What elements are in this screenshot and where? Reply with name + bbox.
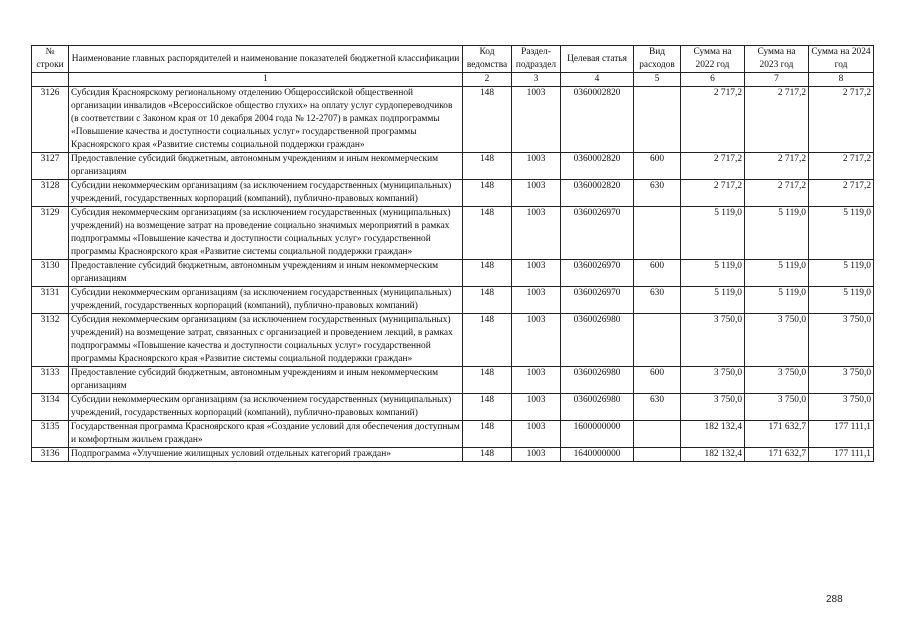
row-dept-code: 148	[463, 207, 512, 260]
row-number: 3135	[32, 421, 69, 448]
row-expense-type: 600	[634, 260, 681, 287]
row-sum-2022: 5 119,0	[681, 260, 745, 287]
header-sum-2024: Сумма на 2024 год	[809, 46, 874, 73]
row-name: Предоставление субсидий бюджетным, автономным учреждениям и иным некоммерческим организациям	[69, 153, 463, 180]
row-dept-code: 148	[463, 87, 512, 153]
row-sum-2022: 3 750,0	[681, 367, 745, 394]
row-sum-2023: 5 119,0	[745, 207, 809, 260]
row-dept-code: 148	[463, 153, 512, 180]
row-dept-code: 148	[463, 394, 512, 421]
column-number: 8	[809, 73, 874, 87]
row-sum-2024: 2 717,2	[809, 87, 874, 153]
row-expense-type	[634, 207, 681, 260]
table-row	[32, 153, 874, 180]
row-target-article: 0360026980	[561, 314, 634, 367]
row-name: Субсидия некоммерческим организациям (за исключением государственных (муниципальных) учреждений) на возмещение затрат, связанных с организацией и проведением лекций, в рамках подпрограммы «Повышение качества и доступности социальных услуг» государственной программы Красноярского края «Развитие системы социальной поддержки граждан»	[69, 314, 463, 367]
header-name: Наименование главных распорядителей и наименование показателей бюджетной классификации	[69, 46, 463, 73]
row-target-article: 1640000000	[561, 448, 634, 462]
row-number: 3132	[32, 314, 69, 367]
column-number: 5	[634, 73, 681, 87]
row-dept-code: 148	[463, 180, 512, 207]
row-expense-type: 600	[634, 367, 681, 394]
row-sum-2023: 3 750,0	[745, 394, 809, 421]
row-sum-2023: 5 119,0	[745, 287, 809, 314]
row-name: Субсидия некоммерческим организациям (за исключением государственных (муниципальных) учреждений) на возмещение затрат на проведение социально значимых мероприятий в рамках подпрограммы «Повышение качества и доступности социальных услуг» государственной программы Красноярского края «Развитие системы социальной поддержки граждан»	[69, 207, 463, 260]
row-target-article: 0360002820	[561, 153, 634, 180]
row-sum-2023: 2 717,2	[745, 87, 809, 153]
row-number: 3126	[32, 87, 69, 153]
row-sum-2022: 3 750,0	[681, 314, 745, 367]
row-sum-2024: 5 119,0	[809, 260, 874, 287]
row-sum-2022: 3 750,0	[681, 394, 745, 421]
row-sum-2024: 177 111,1	[809, 421, 874, 448]
row-expense-type	[634, 314, 681, 367]
page-number: 288	[826, 594, 843, 605]
header-exp-type: Вид расходов	[634, 46, 681, 73]
row-section: 1003	[512, 367, 561, 394]
header-sum-2022: Сумма на 2022 год	[681, 46, 745, 73]
row-target-article: 0360026970	[561, 207, 634, 260]
row-number: 3136	[32, 448, 69, 462]
row-target-article: 0360026970	[561, 260, 634, 287]
row-number: 3131	[32, 287, 69, 314]
row-expense-type	[634, 87, 681, 153]
row-target-article: 0360026980	[561, 367, 634, 394]
row-name: Субсидия Красноярскому региональному отделению Общероссийской общественной организации инвалидов «Всероссийское общество глухих» на оплату услуг сурдопереводчиков (в соответствии с Законом края от 10 декабря 2004 года № 12-2707) в рамках подпрограммы «Повышение качества и доступности социальных услуг» государственной программы Красноярского края «Развитие системы социальной поддержки граждан»	[69, 87, 463, 153]
column-number: 4	[561, 73, 634, 87]
header-no: № строки	[32, 46, 69, 73]
row-sum-2024: 3 750,0	[809, 314, 874, 367]
table-row	[32, 394, 874, 421]
row-section: 1003	[512, 153, 561, 180]
row-sum-2022: 5 119,0	[681, 287, 745, 314]
row-section: 1003	[512, 180, 561, 207]
row-number: 3134	[32, 394, 69, 421]
row-number: 3128	[32, 180, 69, 207]
row-target-article: 0360002820	[561, 180, 634, 207]
row-dept-code: 148	[463, 287, 512, 314]
row-sum-2023: 171 632,7	[745, 421, 809, 448]
row-target-article: 0360026980	[561, 394, 634, 421]
table-row	[32, 180, 874, 207]
table-row	[32, 448, 874, 462]
row-name: Государственная программа Красноярского края «Создание условий для обеспечения доступным и комфортным жильем граждан»	[69, 421, 463, 448]
column-number: 6	[681, 73, 745, 87]
header-section: Раздел-подраздел	[512, 46, 561, 73]
row-number: 3127	[32, 153, 69, 180]
row-dept-code: 148	[463, 448, 512, 462]
row-section: 1003	[512, 448, 561, 462]
row-expense-type: 630	[634, 287, 681, 314]
row-section: 1003	[512, 87, 561, 153]
row-number: 3130	[32, 260, 69, 287]
row-name: Субсидии некоммерческим организациям (за исключением государственных (муниципальных) учреждений, государственных корпораций (компаний), публично-правовых компаний)	[69, 394, 463, 421]
row-expense-type: 630	[634, 394, 681, 421]
row-section: 1003	[512, 260, 561, 287]
column-number: 7	[745, 73, 809, 87]
row-sum-2023: 2 717,2	[745, 153, 809, 180]
row-dept-code: 148	[463, 421, 512, 448]
row-sum-2022: 5 119,0	[681, 207, 745, 260]
row-sum-2024: 2 717,2	[809, 180, 874, 207]
row-name: Подпрограмма «Улучшение жилищных условий отдельных категорий граждан»	[69, 448, 463, 462]
row-section: 1003	[512, 207, 561, 260]
row-expense-type	[634, 421, 681, 448]
column-number: 3	[512, 73, 561, 87]
row-target-article: 0360002820	[561, 87, 634, 153]
row-sum-2023: 3 750,0	[745, 314, 809, 367]
header-sum-2023: Сумма на 2023 год	[745, 46, 809, 73]
row-sum-2023: 3 750,0	[745, 367, 809, 394]
row-sum-2022: 2 717,2	[681, 87, 745, 153]
row-dept-code: 148	[463, 367, 512, 394]
row-sum-2024: 5 119,0	[809, 207, 874, 260]
row-section: 1003	[512, 314, 561, 367]
row-number: 3133	[32, 367, 69, 394]
table-row	[32, 367, 874, 394]
table-row	[32, 207, 874, 260]
row-name: Субсидии некоммерческим организациям (за исключением государственных (муниципальных) учреждений, государственных корпораций (компаний), публично-правовых компаний)	[69, 180, 463, 207]
row-sum-2024: 177 111,1	[809, 448, 874, 462]
header-row	[32, 46, 874, 73]
row-number: 3129	[32, 207, 69, 260]
row-sum-2024: 2 717,2	[809, 153, 874, 180]
row-section: 1003	[512, 394, 561, 421]
row-sum-2024: 5 119,0	[809, 287, 874, 314]
row-sum-2022: 182 132,4	[681, 448, 745, 462]
row-section: 1003	[512, 421, 561, 448]
row-expense-type: 600	[634, 153, 681, 180]
row-sum-2023: 2 717,2	[745, 180, 809, 207]
row-sum-2023: 5 119,0	[745, 260, 809, 287]
header-target: Целевая статья	[561, 46, 634, 73]
row-expense-type	[634, 448, 681, 462]
table-row	[32, 314, 874, 367]
table-row	[32, 260, 874, 287]
column-number: 2	[463, 73, 512, 87]
row-dept-code: 148	[463, 260, 512, 287]
row-expense-type: 630	[634, 180, 681, 207]
budget-table	[31, 45, 874, 462]
row-name: Предоставление субсидий бюджетным, автономным учреждениям и иным некоммерческим организациям	[69, 367, 463, 394]
row-sum-2022: 2 717,2	[681, 153, 745, 180]
row-section: 1003	[512, 287, 561, 314]
table-row	[32, 421, 874, 448]
column-numbers-row	[32, 73, 874, 87]
row-target-article: 1600000000	[561, 421, 634, 448]
row-sum-2022: 182 132,4	[681, 421, 745, 448]
row-sum-2024: 3 750,0	[809, 367, 874, 394]
row-name: Предоставление субсидий бюджетным, автономным учреждениям и иным некоммерческим организациям	[69, 260, 463, 287]
row-target-article: 0360026970	[561, 287, 634, 314]
row-name: Субсидии некоммерческим организациям (за исключением государственных (муниципальных) учреждений, государственных корпораций (компаний), публично-правовых компаний)	[69, 287, 463, 314]
column-number: 1	[69, 73, 463, 87]
table-row	[32, 87, 874, 153]
header-dept: Код ведомства	[463, 46, 512, 73]
row-sum-2024: 3 750,0	[809, 394, 874, 421]
column-number	[32, 73, 69, 87]
row-sum-2023: 171 632,7	[745, 448, 809, 462]
row-dept-code: 148	[463, 314, 512, 367]
table-row	[32, 287, 874, 314]
row-sum-2022: 2 717,2	[681, 180, 745, 207]
